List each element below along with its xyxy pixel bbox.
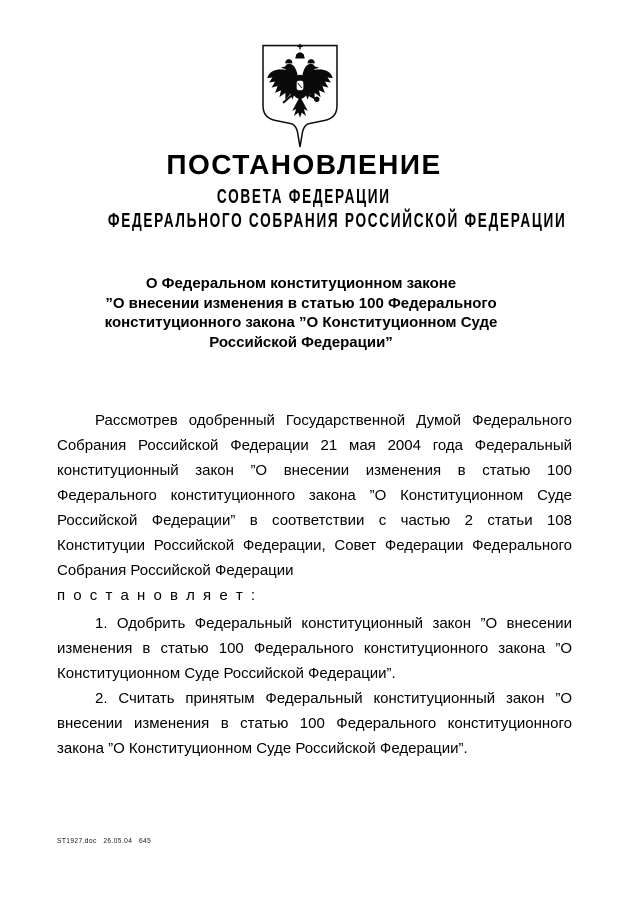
org-name-line2 xyxy=(0,210,608,233)
document-body xyxy=(57,408,572,761)
title-line: Российской Федерации” xyxy=(209,333,393,351)
footer-file-info: ST1927.doc 26.05.04 645 xyxy=(57,838,152,845)
resolve-word: п о с т а н о в л я е т : xyxy=(57,587,258,604)
title-line: О Федеральном конституционном законе xyxy=(145,275,457,292)
org-name-line1 xyxy=(0,186,608,209)
resolution-item-1: 1. Одобрить Федеральный конституционный закон ”О внесении изменения в статью 100 Федерального конституционного закона ”О Конституционном Суде Российской Федерации”. xyxy=(57,615,572,682)
coat-of-arms xyxy=(257,42,343,154)
title-line: конституционного закона ”О Конституционном Суде xyxy=(104,314,498,331)
double-headed-eagle-icon xyxy=(257,42,343,154)
title-line: ”О внесении изменения в статью 100 Федерального xyxy=(105,294,497,312)
document-type-heading: ПОСТАНОВЛЕНИЕ xyxy=(166,149,442,180)
document-title xyxy=(55,274,547,352)
org-name-line1-text: СОВЕТА ФЕДЕРАЦИИ xyxy=(217,186,391,208)
org-name-line2-text: ФЕДЕРАЛЬНОГО СОБРАНИЯ РОССИЙСКОЙ ФЕДЕРАЦИИ xyxy=(107,210,567,232)
resolution-item-2: 2. Считать принятым Федеральный конституционный закон ”О внесении изменения в статью 100 Федерального конституционного закона ”О Конституционном Суде Российской Федерации”. xyxy=(57,690,572,757)
preamble-paragraph: Рассмотрев одобренный Государственной Думой Федерального Собрания Российской Федерации 21 мая 2004 года Федеральный конституционный закон ”О внесении изменения в статью 100 Федерального конституционного закона ”О Конституционном Суде Российской Федерации” в соответствии с частью 2 статьи 108 Конституции Российской Федерации, Совет Федерации Федерального Собрания Российской Федерации xyxy=(57,412,572,579)
